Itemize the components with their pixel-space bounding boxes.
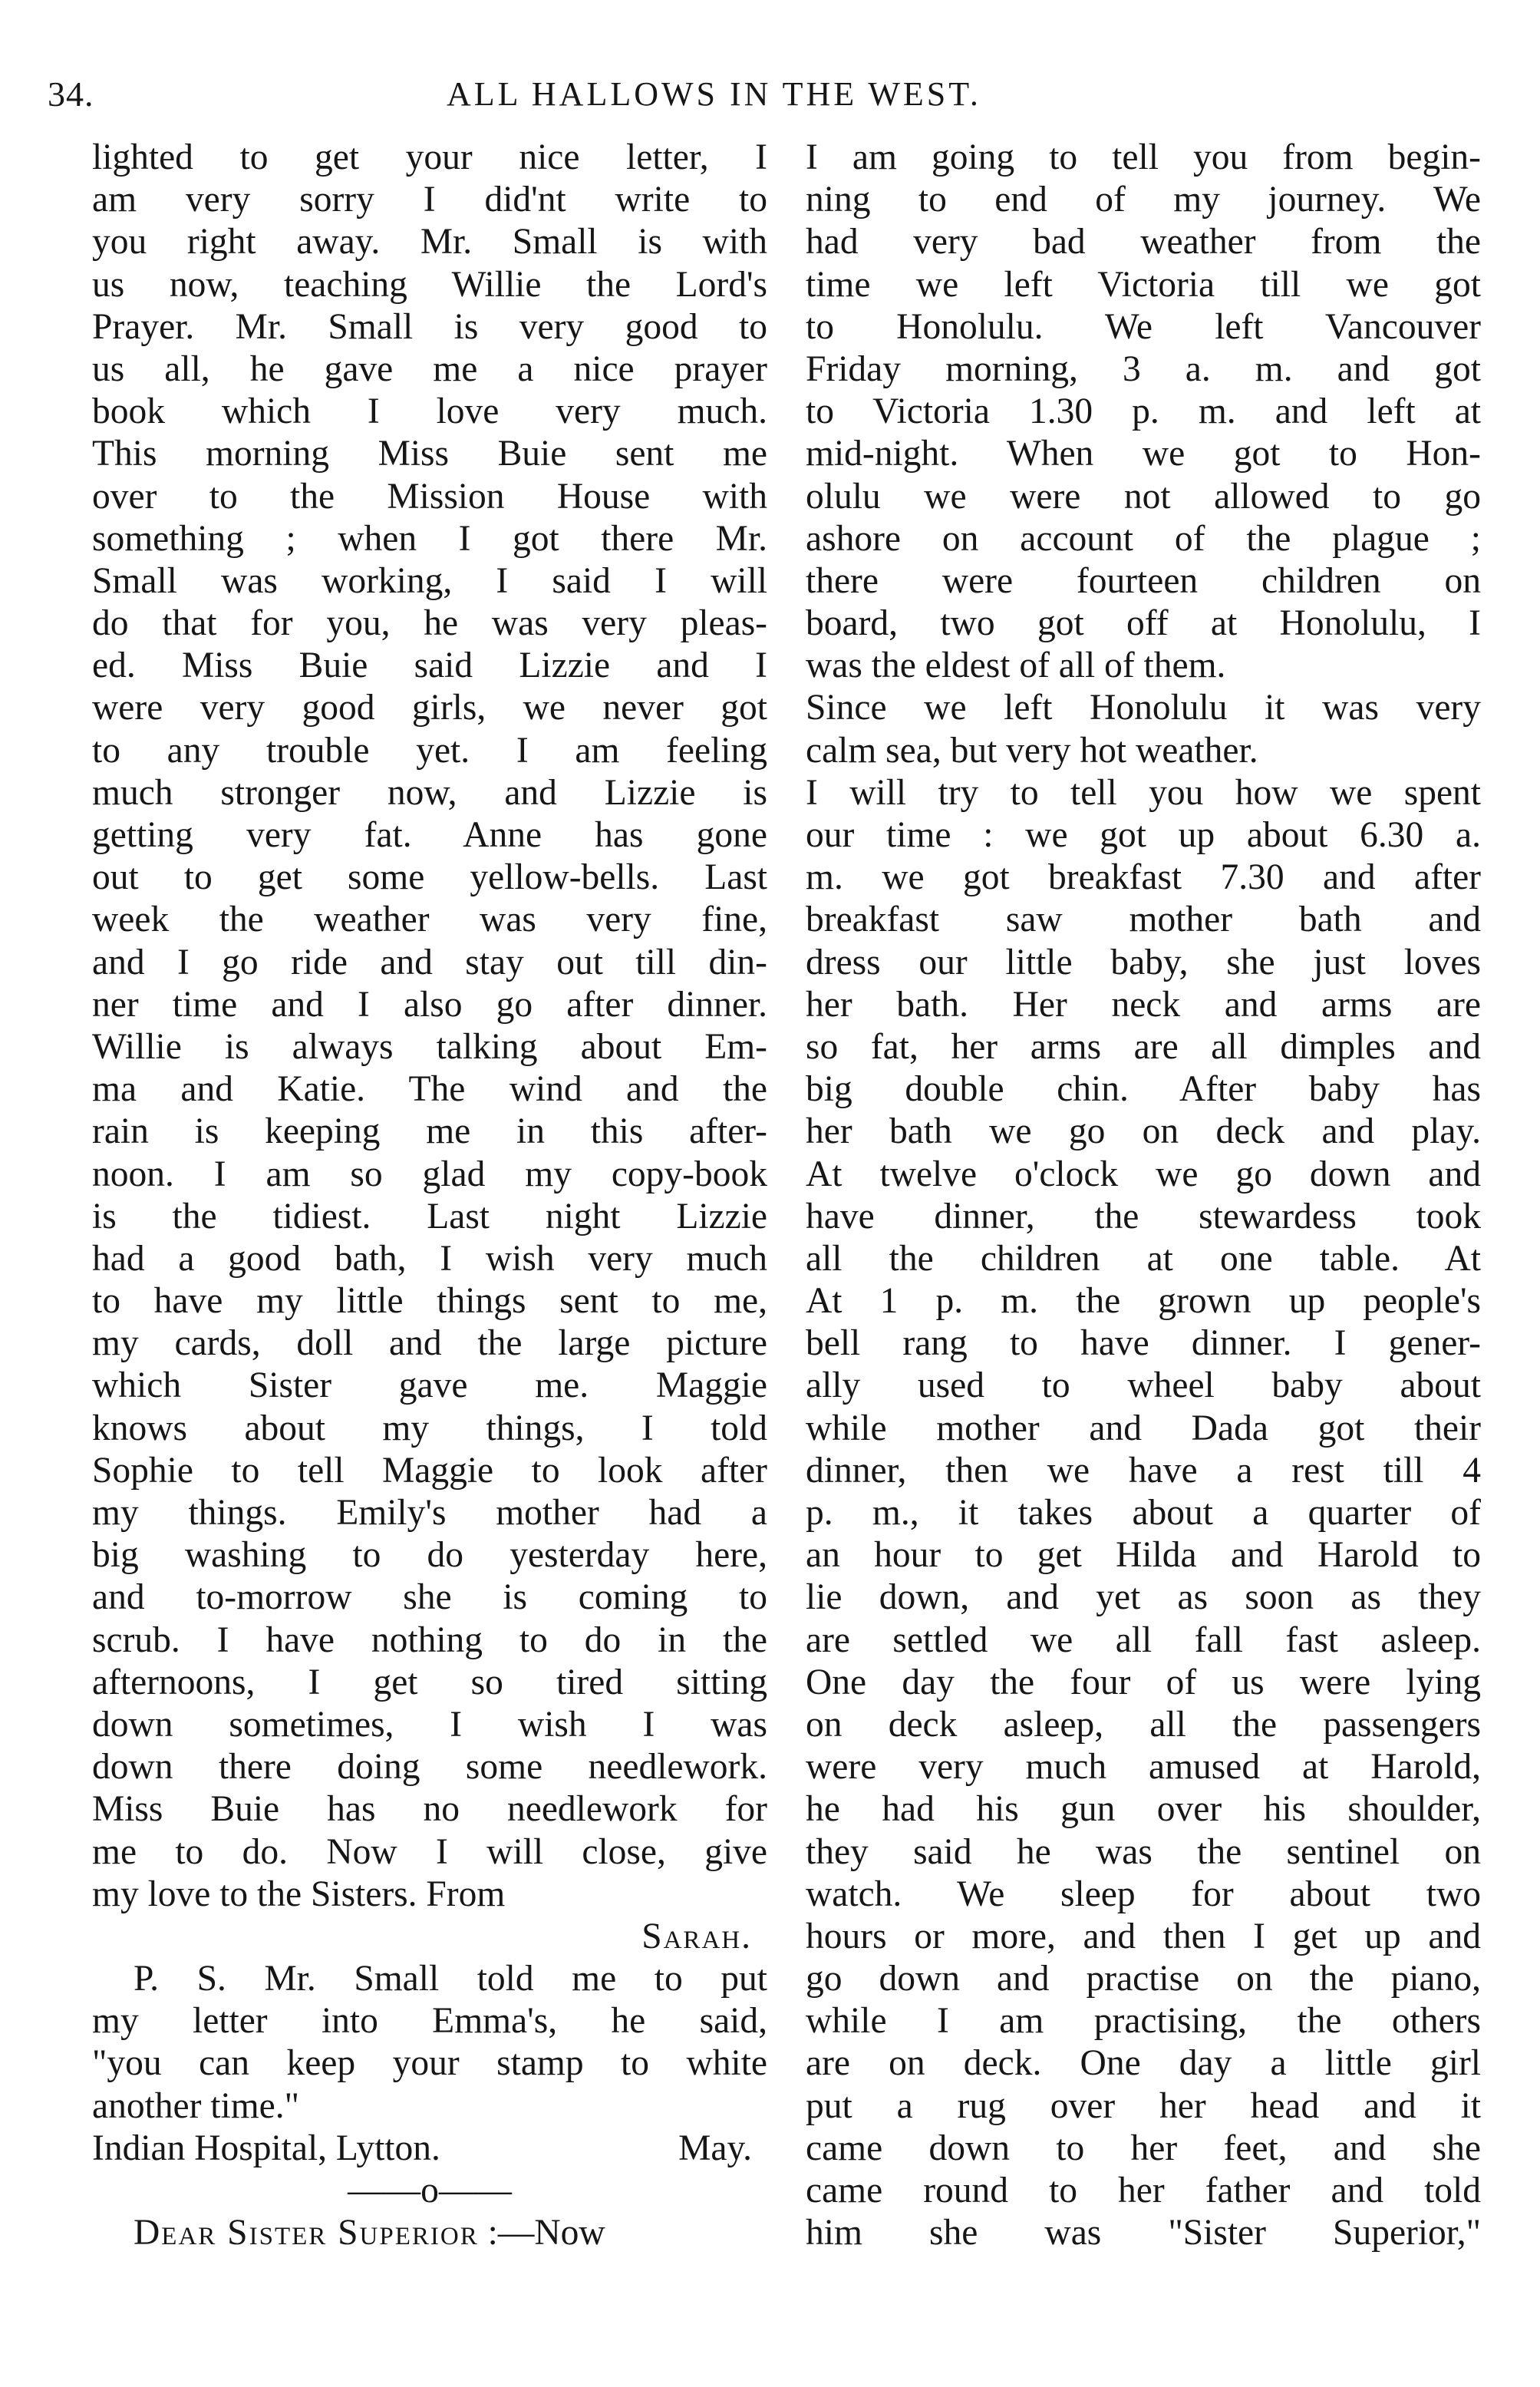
dateline-place: Indian Hospital, Lytton. — [92, 2128, 440, 2168]
text-line: down there doing some needlework. — [92, 1747, 767, 1788]
text-line: had very bad weather from the — [806, 222, 1481, 262]
text-line: us now, teaching Willie the Lord's — [92, 264, 767, 305]
letter-body — [92, 137, 767, 1916]
text-line: him she was "Sister Superior," — [806, 2213, 1481, 2253]
text-line: dress our little baby, she just loves — [806, 942, 1481, 982]
dateline — [92, 2128, 767, 2170]
text-line: down sometimes, I wish I was — [92, 1704, 767, 1745]
left-column — [92, 137, 767, 2254]
text-line: do that for you, he was very pleas- — [92, 603, 767, 644]
text-line: is the tidiest. Last night Lizzie — [92, 1196, 767, 1236]
text-line: week the weather was very fine, — [92, 900, 767, 940]
salutation-rest: :—Now — [478, 2213, 605, 2253]
text-line: my cards, doll and the large picture — [92, 1323, 767, 1364]
text-line: put a rug over her head and it — [806, 2085, 1481, 2126]
text-line: dinner, then we have a rest till 4 — [806, 1450, 1481, 1491]
text-line: Since we left Honolulu it was very — [806, 688, 1481, 728]
text-line: "you can keep your stamp to white — [92, 2043, 767, 2084]
running-head — [48, 68, 1490, 121]
text-line: calm sea, but very hot weather. — [806, 730, 1258, 771]
text-line: getting very fat. Anne has gone — [92, 815, 767, 855]
text-line: us all, he gave me a nice prayer — [92, 348, 767, 389]
text-line: was the eldest of all of them. — [806, 645, 1226, 686]
text-line: afternoons, I get so tired sitting — [92, 1662, 767, 1702]
text-line: her bath we go on deck and play. — [806, 1111, 1481, 1152]
text-line: to any trouble yet. I am feeling — [92, 730, 767, 771]
text-line: time we left Victoria till we got — [806, 264, 1481, 305]
text-line: her bath. Her neck and arms are — [806, 984, 1481, 1025]
text-line: ed. Miss Buie said Lizzie and I — [92, 645, 767, 686]
salutation-addressee: Dear Sister Superior — [134, 2213, 479, 2253]
text-line: This morning Miss Buie sent me — [92, 434, 767, 474]
text-line: lighted to get your nice letter, I — [92, 137, 767, 177]
text-line: am very sorry I did'nt write to — [92, 180, 767, 220]
text-line: knows about my things, I told — [92, 1408, 767, 1448]
text-line: to Honolulu. We left Vancouver — [806, 306, 1481, 347]
text-line: have dinner, the stewardess took — [806, 1196, 1481, 1236]
text-line: much stronger now, and Lizzie is — [92, 772, 767, 813]
text-line: ally used to wheel baby about — [806, 1365, 1481, 1406]
text-line: were very good girls, we never got — [92, 688, 767, 728]
text-line: Small was working, I said I will — [92, 560, 767, 601]
text-line: ma and Katie. The wind and the — [92, 1069, 767, 1110]
text-line: I will try to tell you how we spent — [806, 772, 1481, 813]
text-line: mid-night. When we got to Hon- — [806, 434, 1481, 474]
text-line: noon. I am so glad my copy-book — [92, 1154, 767, 1194]
text-line: to have my little things sent to me, — [92, 1281, 767, 1322]
text-line: my letter into Emma's, he said, — [92, 2001, 767, 2042]
text-line: they said he was the sentinel on — [806, 1831, 1481, 1872]
text-line: At 1 p. m. the grown up people's — [806, 1281, 1481, 1322]
text-line: and to-morrow she is coming to — [92, 1577, 767, 1618]
text-line: my things. Emily's mother had a — [92, 1493, 767, 1533]
text-line: rain is keeping me in this after- — [92, 1111, 767, 1152]
text-line: are settled we all fall fast asleep. — [806, 1619, 1481, 1660]
text-line: ning to end of my journey. We — [806, 180, 1481, 220]
text-line: big washing to do yesterday here, — [92, 1535, 767, 1576]
text-line: One day the four of us were lying — [806, 1662, 1481, 1702]
text-line: another time." — [92, 2085, 299, 2126]
text-line: are on deck. One day a little girl — [806, 2043, 1481, 2084]
text-line: came down to her feet, and she — [806, 2128, 1481, 2168]
text-line: Sophie to tell Maggie to look after — [92, 1450, 767, 1491]
text-line: p. m., it takes about a quarter of — [806, 1493, 1481, 1533]
text-line: board, two got off at Honolulu, I — [806, 603, 1481, 644]
text-line: and I go ride and stay out till din- — [92, 942, 767, 982]
text-line: watch. We sleep for about two — [806, 1874, 1481, 1914]
text-line: had a good bath, I wish very much — [92, 1238, 767, 1279]
text-line: Miss Buie has no needlework for — [92, 1789, 767, 1830]
text-line: all the children at one table. At — [806, 1238, 1481, 1279]
text-line: book which I love very much. — [92, 391, 767, 432]
text-line: ashore on account of the plague ; — [806, 518, 1481, 559]
text-line: Willie is always talking about Em- — [92, 1026, 767, 1067]
text-line: an hour to get Hilda and Harold to — [806, 1535, 1481, 1576]
text-line: P. S. Mr. Small told me to put — [134, 1959, 767, 1999]
text-line: At twelve o'clock we go down and — [806, 1154, 1481, 1194]
text-line: came round to her father and told — [806, 2171, 1481, 2210]
text-line: there were fourteen children on — [806, 560, 1481, 601]
text-line: Friday morning, 3 a. m. and got — [806, 348, 1481, 389]
text-line: out to get some yellow-bells. Last — [92, 857, 767, 898]
section-separator: ——o—— — [348, 2171, 512, 2210]
text-line: lie down, and yet as soon as they — [806, 1577, 1481, 1618]
salutation — [92, 2212, 767, 2254]
dateline-month: May. — [678, 2128, 752, 2168]
text-line: on deck asleep, all the passengers — [806, 1704, 1481, 1745]
text-line: I am going to tell you from begin- — [806, 137, 1481, 177]
right-column — [806, 137, 1481, 2254]
text-line: olulu we were not allowed to go — [806, 476, 1481, 517]
text-line: our time : we got up about 6.30 a. — [806, 815, 1481, 855]
letter-signature: Sarah. — [641, 1916, 752, 1956]
text-line: m. we got breakfast 7.30 and after — [806, 857, 1481, 898]
text-line: you right away. Mr. Small is with — [92, 222, 767, 262]
text-line: bell rang to have dinner. I gener- — [806, 1323, 1481, 1364]
postscript — [92, 1958, 767, 2128]
text-line: over to the Mission House with — [92, 476, 767, 517]
journal-title: ALL HALLOWS IN THE WEST. — [447, 75, 981, 113]
text-line: scrub. I have nothing to do in the — [92, 1619, 767, 1660]
text-line: which Sister gave me. Maggie — [92, 1365, 767, 1406]
page-number: 34. — [48, 74, 94, 114]
text-line: my love to the Sisters. From — [92, 1874, 506, 1914]
text-line: go down and practise on the piano, — [806, 1959, 1481, 1999]
text-line: something ; when I got there Mr. — [92, 518, 767, 559]
text-line: Prayer. Mr. Small is very good to — [92, 306, 767, 347]
text-line: while mother and Dada got their — [806, 1408, 1481, 1448]
text-line: were very much amused at Harold, — [806, 1747, 1481, 1788]
text-line: big double chin. After baby has — [806, 1069, 1481, 1110]
text-line: he had his gun over his shoulder, — [806, 1789, 1481, 1830]
text-line: breakfast saw mother bath and — [806, 900, 1481, 940]
text-line: so fat, her arms are all dimples and — [806, 1026, 1481, 1067]
text-line: to Victoria 1.30 p. m. and left at — [806, 391, 1481, 432]
text-line: while I am practising, the others — [806, 2001, 1481, 2042]
text-line: hours or more, and then I get up and — [806, 1916, 1481, 1956]
text-line: ner time and I also go after dinner. — [92, 984, 767, 1025]
text-line: me to do. Now I will close, give — [92, 1831, 767, 1872]
